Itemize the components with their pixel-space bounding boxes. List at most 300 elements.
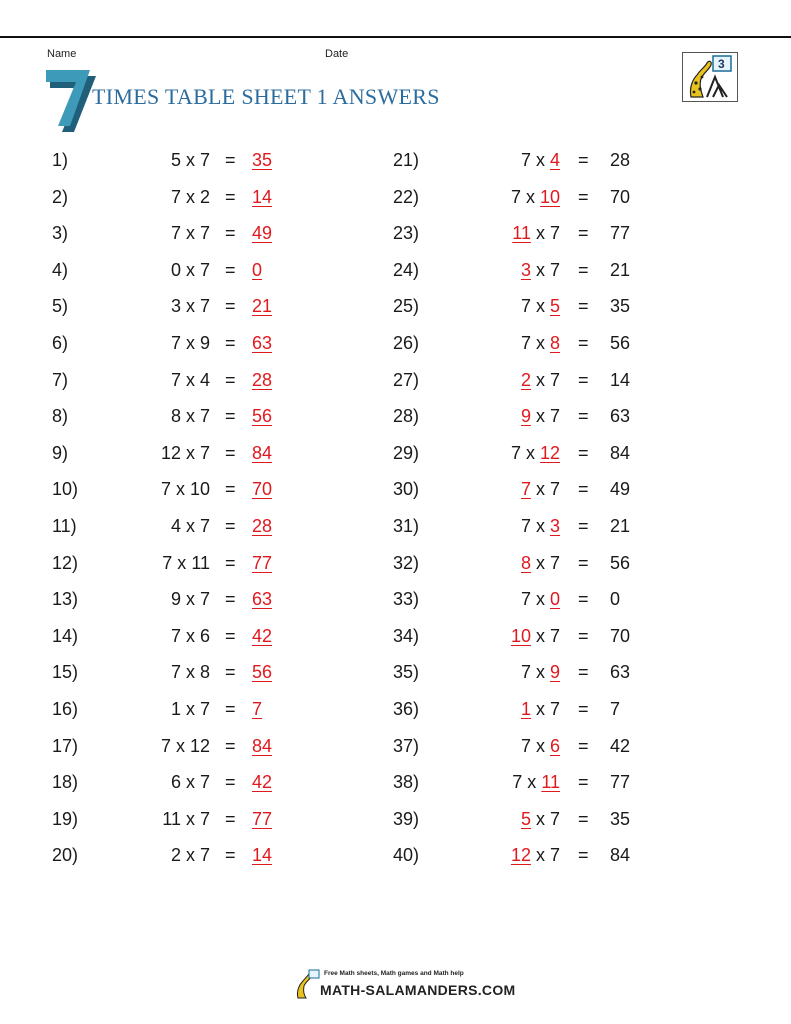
operand-a: 2 (520, 369, 531, 390)
question-number: 11) (52, 515, 77, 536)
times-sign: x (180, 442, 200, 463)
question-row (345, 545, 715, 582)
question-row (0, 508, 370, 545)
answer-value: 70 (610, 186, 631, 207)
question-number: 29) (393, 442, 420, 463)
answer-value: 56 (610, 552, 631, 573)
question-expression (161, 728, 210, 765)
equals-sign: = (225, 332, 236, 353)
question-number: 23) (393, 223, 420, 244)
operand-b: 7 (549, 625, 560, 646)
operand-a: 1 (520, 698, 531, 719)
question-expression (521, 471, 560, 508)
times-sign: x (180, 369, 200, 390)
footer-branding (292, 968, 516, 1004)
question-expression (521, 362, 560, 399)
operand-a: 7 (170, 186, 181, 207)
times-sign: x (170, 479, 190, 500)
question-number: 36) (393, 698, 420, 719)
answer-value: 77 (610, 772, 631, 793)
answer-value: 77 (252, 808, 273, 829)
answer-value: 84 (610, 442, 631, 463)
operand-b: 7 (199, 223, 210, 244)
equals-sign: = (225, 515, 236, 536)
times-sign: x (530, 223, 550, 244)
question-number: 8) (52, 406, 69, 427)
answer-value: 77 (252, 552, 273, 573)
question-row (0, 691, 370, 728)
question-expression (171, 252, 210, 289)
operand-a: 6 (170, 772, 181, 793)
equals-sign: = (578, 772, 589, 793)
logo-digit: 3 (718, 57, 725, 71)
question-number: 32) (393, 552, 420, 573)
question-expression (171, 362, 210, 399)
operand-b: 7 (199, 589, 210, 610)
times-sign: x (180, 589, 200, 610)
question-expression (511, 618, 560, 655)
question-number: 7) (52, 369, 69, 390)
times-sign: x (530, 698, 550, 719)
equals-sign: = (578, 406, 589, 427)
question-row (345, 362, 715, 399)
operand-b: 7 (549, 698, 560, 719)
equals-sign: = (225, 845, 236, 866)
answer-value: 42 (252, 625, 273, 646)
times-sign: x (180, 808, 200, 829)
question-expression (521, 801, 560, 838)
question-number: 34) (393, 625, 420, 646)
equals-sign: = (578, 479, 589, 500)
question-number: 19) (52, 808, 79, 829)
times-sign: x (520, 442, 540, 463)
question-number: 21) (393, 150, 420, 170)
question-row (0, 325, 370, 362)
times-sign: x (530, 845, 550, 866)
equals-sign: = (578, 515, 589, 536)
question-expression (521, 398, 560, 435)
question-expression (512, 764, 560, 801)
question-expression (511, 179, 560, 216)
answer-value: 56 (252, 662, 273, 683)
question-number: 24) (393, 259, 420, 280)
question-number: 25) (393, 296, 420, 317)
answer-value: 77 (610, 223, 631, 244)
question-expression (511, 435, 560, 472)
question-row (0, 398, 370, 435)
answer-value: 28 (252, 515, 273, 536)
times-sign: x (180, 625, 200, 646)
question-row (0, 215, 370, 252)
times-sign: x (530, 735, 550, 756)
question-row (345, 764, 715, 801)
question-number: 9) (52, 442, 69, 463)
operand-b: 7 (199, 772, 210, 793)
equals-sign: = (578, 442, 589, 463)
question-expression (171, 837, 210, 874)
question-expression (521, 325, 560, 362)
answer-value: 21 (252, 296, 273, 317)
equals-sign: = (225, 698, 236, 719)
operand-a: 7 (170, 662, 181, 683)
equals-sign: = (578, 186, 589, 207)
question-expression (521, 581, 560, 618)
operand-b: 5 (549, 296, 560, 317)
question-row (345, 801, 715, 838)
equals-sign: = (578, 698, 589, 719)
times-sign: x (530, 662, 550, 683)
operand-b: 4 (549, 150, 560, 170)
operand-b: 8 (199, 662, 210, 683)
answer-value: 70 (252, 479, 273, 500)
operand-a: 7 (520, 662, 531, 683)
operand-a: 10 (510, 625, 531, 646)
operand-b: 7 (549, 479, 560, 500)
operand-b: 7 (199, 259, 210, 280)
equals-sign: = (225, 552, 236, 573)
equals-sign: = (578, 735, 589, 756)
equals-sign: = (225, 808, 236, 829)
operand-b: 0 (549, 589, 560, 610)
question-expression (521, 288, 560, 325)
operand-b: 7 (199, 296, 210, 317)
question-number: 15) (52, 662, 79, 683)
answer-value: 14 (252, 186, 273, 207)
times-sign: x (180, 332, 200, 353)
equals-sign: = (225, 735, 236, 756)
times-sign: x (180, 223, 200, 244)
question-expression (171, 764, 210, 801)
question-expression (511, 837, 560, 874)
operand-b: 7 (549, 259, 560, 280)
times-sign: x (530, 369, 550, 390)
operand-a: 0 (170, 259, 181, 280)
operand-a: 8 (520, 552, 531, 573)
question-row (345, 435, 715, 472)
answer-value: 0 (610, 589, 621, 610)
question-row (0, 179, 370, 216)
footer-tagline: Free Math sheets, Math games and Math help (324, 970, 464, 977)
times-sign: x (530, 296, 550, 317)
times-sign: x (180, 662, 200, 683)
question-number: 12) (52, 552, 79, 573)
question-number: 33) (393, 589, 420, 610)
operand-b: 6 (199, 625, 210, 646)
operand-a: 5 (520, 808, 531, 829)
operand-a: 1 (170, 698, 181, 719)
question-expression (171, 215, 210, 252)
question-expression (521, 142, 560, 179)
question-row (345, 215, 715, 252)
operand-b: 7 (549, 406, 560, 427)
operand-a: 7 (520, 479, 531, 500)
times-sign: x (172, 552, 192, 573)
times-sign: x (180, 406, 200, 427)
equals-sign: = (578, 625, 589, 646)
operand-b: 10 (539, 186, 560, 207)
question-row (345, 325, 715, 362)
answer-value: 63 (252, 589, 273, 610)
answer-value: 7 (252, 698, 263, 719)
question-row (0, 142, 370, 179)
operand-a: 7 (520, 735, 531, 756)
answer-value: 0 (252, 259, 263, 280)
answer-value: 56 (610, 332, 631, 353)
sheet-title: TIMES TABLE SHEET 1 ANSWERS (92, 84, 440, 109)
times-sign: x (180, 259, 200, 280)
operand-b: 7 (199, 406, 210, 427)
question-row (345, 288, 715, 325)
times-sign: x (530, 808, 550, 829)
operand-a: 12 (510, 845, 531, 866)
operand-b: 3 (549, 515, 560, 536)
operand-b: 2 (199, 186, 210, 207)
answer-value: 14 (610, 369, 631, 390)
equals-sign: = (578, 259, 589, 280)
equals-sign: = (225, 589, 236, 610)
answer-value: 49 (610, 479, 631, 500)
operand-a: 7 (520, 332, 531, 353)
question-expression (171, 581, 210, 618)
seven-logo (42, 62, 96, 132)
operand-b: 11 (191, 552, 210, 573)
question-expression (162, 801, 210, 838)
question-number: 1) (52, 150, 69, 170)
operand-a: 9 (520, 406, 531, 427)
operand-a: 3 (520, 259, 531, 280)
operand-b: 7 (199, 808, 210, 829)
question-expression (521, 252, 560, 289)
operand-a: 11 (512, 223, 531, 244)
question-expression (171, 508, 210, 545)
question-expression (171, 398, 210, 435)
answer-value: 63 (610, 662, 631, 683)
question-number: 40) (393, 845, 420, 866)
answer-value: 84 (610, 845, 631, 866)
question-number: 17) (52, 735, 79, 756)
operand-a: 7 (520, 296, 531, 317)
question-row (345, 837, 715, 874)
equals-sign: = (225, 662, 236, 683)
question-row (0, 654, 370, 691)
equals-sign: = (578, 589, 589, 610)
answer-value: 63 (252, 332, 273, 353)
operand-a: 7 (510, 186, 521, 207)
answer-value: 14 (252, 845, 273, 866)
equals-sign: = (225, 223, 236, 244)
equals-sign: = (225, 772, 236, 793)
operand-b: 12 (189, 735, 210, 756)
top-rule (0, 36, 791, 38)
operand-a: 8 (170, 406, 181, 427)
operand-a: 7 (512, 772, 523, 793)
question-number: 10) (52, 479, 79, 500)
footer-site-link[interactable]: MATH-SALAMANDERS.COM (320, 982, 516, 998)
times-sign: x (530, 150, 550, 170)
equals-sign: = (225, 625, 236, 646)
question-number: 4) (52, 259, 69, 280)
answer-value: 70 (610, 625, 631, 646)
salamander-footer-icon (292, 968, 320, 1000)
operand-b: 7 (199, 442, 210, 463)
equals-sign: = (225, 479, 236, 500)
question-number: 22) (393, 186, 420, 207)
question-expression (521, 691, 560, 728)
equals-sign: = (578, 369, 589, 390)
question-number: 14) (52, 625, 79, 646)
operand-a: 7 (162, 552, 173, 573)
operand-a: 3 (170, 296, 181, 317)
operand-a: 7 (170, 369, 181, 390)
equals-sign: = (578, 808, 589, 829)
operand-b: 6 (549, 735, 560, 756)
question-row (345, 728, 715, 765)
times-sign: x (180, 515, 200, 536)
times-sign: x (180, 296, 200, 317)
operand-a: 7 (160, 479, 171, 500)
question-column-right (345, 142, 715, 874)
operand-a: 7 (520, 589, 531, 610)
times-sign: x (530, 589, 550, 610)
question-column-left (0, 142, 370, 874)
answer-value: 21 (610, 515, 631, 536)
equals-sign: = (225, 150, 236, 170)
operand-b: 9 (549, 662, 560, 683)
question-row (345, 654, 715, 691)
question-expression (171, 691, 210, 728)
question-expression (171, 142, 210, 179)
operand-a: 2 (170, 845, 181, 866)
question-expression (162, 545, 210, 582)
question-expression (171, 288, 210, 325)
equals-sign: = (578, 662, 589, 683)
times-sign: x (520, 186, 540, 207)
question-expression (171, 325, 210, 362)
operand-b: 7 (199, 845, 210, 866)
answer-value: 35 (252, 150, 273, 170)
operand-a: 7 (520, 150, 531, 170)
question-number: 18) (52, 772, 79, 793)
operand-a: 11 (162, 808, 181, 829)
question-number: 31) (393, 515, 420, 536)
question-row (345, 471, 715, 508)
operand-b: 8 (549, 332, 560, 353)
question-number: 3) (52, 223, 69, 244)
question-row (0, 471, 370, 508)
equals-sign: = (225, 259, 236, 280)
times-sign: x (180, 150, 200, 170)
question-row (0, 581, 370, 618)
answer-value: 84 (252, 735, 273, 756)
answer-value: 56 (252, 406, 273, 427)
question-row (0, 837, 370, 874)
question-row (0, 252, 370, 289)
question-number: 26) (393, 332, 420, 353)
operand-a: 7 (170, 332, 181, 353)
operand-b: 7 (549, 808, 560, 829)
equals-sign: = (225, 406, 236, 427)
question-number: 2) (52, 186, 69, 207)
question-number: 16) (52, 698, 79, 719)
operand-b: 10 (189, 479, 210, 500)
times-sign: x (522, 772, 542, 793)
question-expression (171, 179, 210, 216)
answer-value: 84 (252, 442, 273, 463)
equals-sign: = (225, 296, 236, 317)
question-number: 5) (52, 296, 69, 317)
equals-sign: = (225, 186, 236, 207)
times-sign: x (530, 332, 550, 353)
operand-b: 7 (549, 552, 560, 573)
operand-a: 7 (170, 223, 181, 244)
question-row (345, 618, 715, 655)
salamander-logo (682, 52, 738, 102)
answer-value: 35 (610, 296, 631, 317)
question-row (345, 142, 715, 179)
operand-a: 4 (170, 515, 181, 536)
times-sign: x (530, 406, 550, 427)
operand-a: 12 (160, 442, 181, 463)
question-expression (512, 215, 560, 252)
times-sign: x (530, 552, 550, 573)
date-label: Date (325, 48, 349, 60)
question-row (0, 728, 370, 765)
operand-b: 7 (549, 845, 560, 866)
equals-sign: = (578, 296, 589, 317)
operand-b: 7 (199, 150, 210, 170)
question-row (0, 288, 370, 325)
question-expression (161, 435, 210, 472)
answer-value: 49 (252, 223, 273, 244)
operand-b: 7 (549, 223, 560, 244)
question-number: 6) (52, 332, 69, 353)
question-number: 13) (52, 589, 79, 610)
operand-b: 7 (199, 698, 210, 719)
times-sign: x (180, 186, 200, 207)
equals-sign: = (578, 845, 589, 866)
question-expression (171, 654, 210, 691)
times-sign: x (530, 259, 550, 280)
operand-a: 7 (510, 442, 521, 463)
question-row (345, 508, 715, 545)
question-row (345, 398, 715, 435)
question-number: 28) (393, 406, 420, 427)
answer-value: 35 (610, 808, 631, 829)
operand-b: 12 (539, 442, 560, 463)
times-sign: x (170, 735, 190, 756)
question-number: 35) (393, 662, 420, 683)
question-number: 39) (393, 808, 420, 829)
operand-a: 5 (170, 150, 181, 170)
question-expression (521, 545, 560, 582)
question-number: 30) (393, 479, 420, 500)
equals-sign: = (225, 442, 236, 463)
operand-a: 7 (520, 515, 531, 536)
equals-sign: = (578, 223, 589, 244)
operand-b: 7 (199, 515, 210, 536)
question-row (0, 801, 370, 838)
times-sign: x (180, 772, 200, 793)
operand-b: 9 (199, 332, 210, 353)
question-number: 38) (393, 772, 420, 793)
equals-sign: = (225, 369, 236, 390)
answer-value: 21 (610, 259, 631, 280)
question-row (0, 545, 370, 582)
answer-value: 42 (252, 772, 273, 793)
operand-a: 7 (160, 735, 171, 756)
question-expression (521, 654, 560, 691)
answer-value: 7 (610, 698, 621, 719)
